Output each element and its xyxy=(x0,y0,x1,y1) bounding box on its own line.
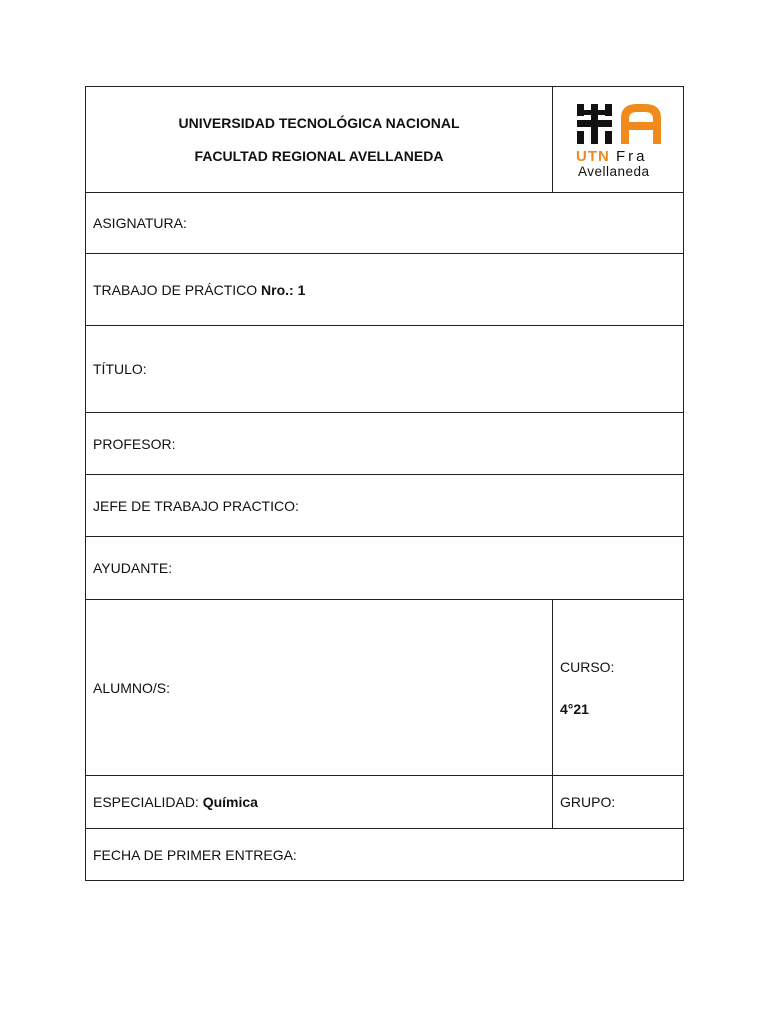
logo-fra-text: Fra xyxy=(616,147,648,165)
profesor-row xyxy=(86,413,684,475)
fecha-label: FECHA DE PRIMER ENTREGA: xyxy=(93,846,297,863)
especialidad-label: ESPECIALIDAD: xyxy=(93,794,199,810)
curso-cell xyxy=(553,600,684,776)
alumnos-label: ALUMNO/S: xyxy=(93,679,171,696)
ayudante-label: AYUDANTE: xyxy=(93,560,173,576)
logo-utn-text: UTN xyxy=(576,147,610,165)
asignatura-label: ASIGNATURA: xyxy=(93,215,187,231)
trabajo-label: TRABAJO DE PRÁCTICO xyxy=(93,281,258,298)
university-name: UNIVERSIDAD TECNOLÓGICA NACIONAL xyxy=(178,114,460,131)
titulo-label: TÍTULO: xyxy=(93,361,147,377)
trabajo-number: Nro.: 1 xyxy=(261,281,306,298)
fecha-row xyxy=(86,829,684,881)
jefe-label: JEFE DE TRABAJO PRACTICO: xyxy=(93,497,299,514)
ayudante-row xyxy=(86,537,684,600)
logo-city-text: Avellaneda xyxy=(578,163,650,179)
cover-form xyxy=(85,86,684,881)
asignatura-row xyxy=(86,193,684,254)
grupo-cell xyxy=(553,776,684,829)
header-title-cell xyxy=(86,87,553,193)
titulo-row xyxy=(86,326,684,413)
profesor-label: PROFESOR: xyxy=(93,435,176,452)
grupo-label: GRUPO: xyxy=(560,794,616,810)
utn-fra-logo xyxy=(553,88,683,192)
especialidad-cell xyxy=(86,776,553,829)
curso-label: CURSO: xyxy=(560,658,615,675)
especialidad-value: Química xyxy=(202,794,258,810)
faculty-name: FACULTAD REGIONAL AVELLANEDA xyxy=(194,147,444,164)
trabajo-row xyxy=(86,254,684,326)
jefe-row xyxy=(86,475,684,537)
logo-cell xyxy=(553,87,684,193)
alumnos-cell xyxy=(86,600,553,776)
curso-value: 4°21 xyxy=(560,700,589,717)
